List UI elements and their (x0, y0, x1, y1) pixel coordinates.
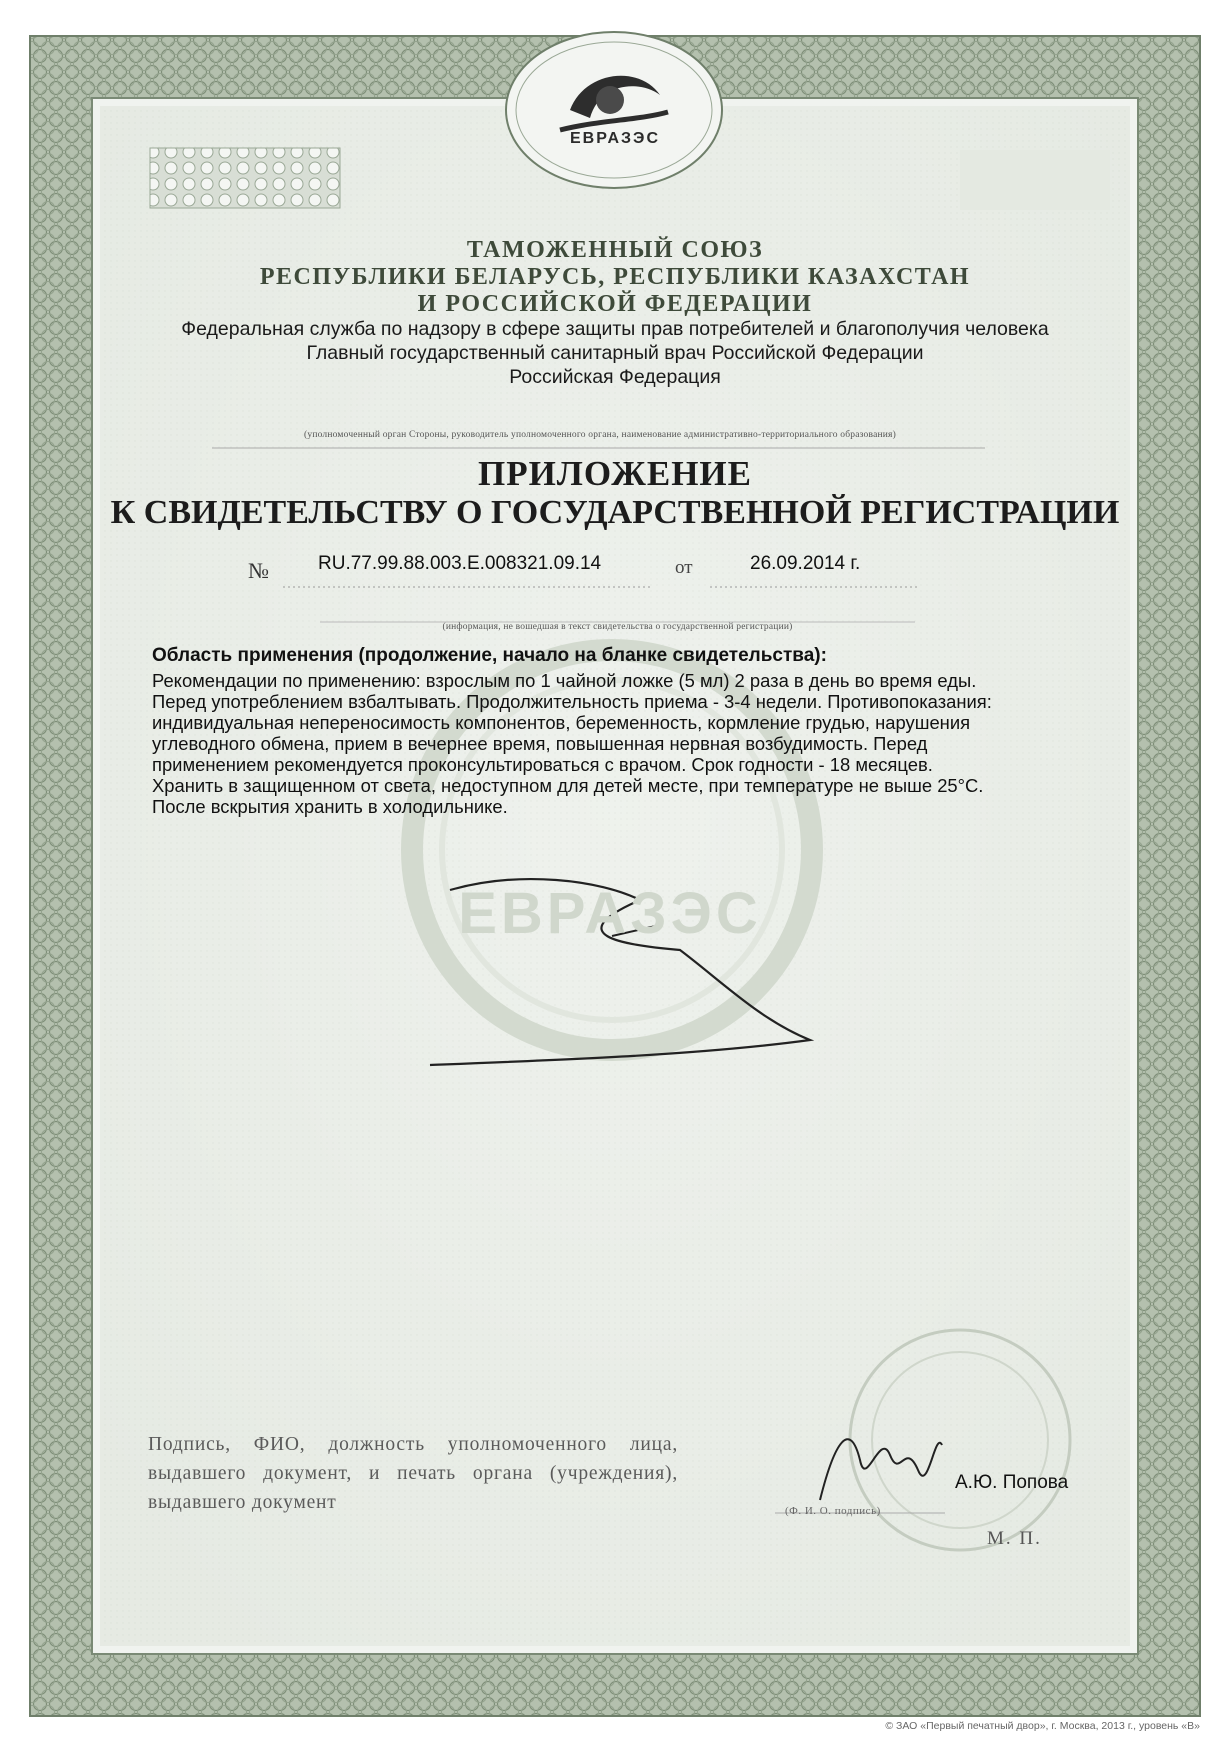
customs-union-title: ТАМОЖЕННЫЙ СОЮЗ (466, 237, 764, 263)
registration-number: RU.77.99.88.003.E.008321.09.14 (318, 553, 602, 574)
body-text (152, 670, 1092, 817)
body-line: индивидуальная непереносимость компонентов, беременность, кормление грудью, нарушения (152, 712, 971, 733)
chief-doctor-line: Главный государственный санитарный врач Российской Федерации (306, 342, 924, 364)
seal-place-label: М. П. (987, 1528, 1042, 1549)
authority-name: Федеральная служба по надзору в сфере защиты прав потребителей и благополучия человека (181, 318, 1049, 340)
body-line: После вскрытия хранить в холодильнике. (152, 796, 508, 817)
eurasec-logo-text: ЕВРАЗЭС (569, 130, 660, 147)
body-line: Хранить в защищенном от света, недоступном для детей месте, при температуре не выше 25°С. (152, 775, 984, 796)
body-heading: Область применения (продолжение, начало на бланке свидетельства): (152, 645, 827, 666)
registration-date: 26.09.2014 г. (750, 553, 861, 574)
registration-caption: (информация, не вошедшая в текст свидетельства о государственной регистрации) (442, 622, 793, 632)
date-label: от (675, 557, 693, 578)
signature-label: Подпись, ФИО, должность уполномоченного лица, выдавшего документ, и печать органа (учреждения), выдавшего документ (148, 1434, 678, 1513)
body-line: углеводного обмена, прием в вечернее время, повышенная нервная возбудимость. Перед (152, 733, 928, 754)
authority-caption: (уполномоченный орган Стороны, руководитель уполномоченного органа, наименование административно-территориального образования) (304, 430, 896, 440)
document-title: ПРИЛОЖЕНИЕ (477, 454, 752, 493)
number-label: № (248, 558, 269, 583)
body-line: применением рекомендуется проконсультироваться с врачом. Срок годности - 18 месяцев. (152, 754, 933, 775)
body-line: Перед употреблением взбалтывать. Продолжительность приема - 3-4 недели. Противопоказания: (152, 691, 992, 712)
russian-federation-line: И РОССИЙСКОЙ ФЕДЕРАЦИИ (417, 291, 813, 317)
country-line: Российская Федерация (509, 366, 721, 388)
signatory-caption: (Ф. И. О. подпись) (785, 1505, 881, 1517)
printer-note: © ЗАО «Первый печатный двор», г. Москва, 2013 г., уровень «В» (885, 1720, 1200, 1732)
eurasec-watermark: ЕВРАЗЭС (458, 881, 762, 946)
republics-line: РЕСПУБЛИКИ БЕЛАРУСЬ, РЕСПУБЛИКИ КАЗАХСТАН (259, 264, 971, 290)
body-line: Рекомендации по применению: взрослым по 1 чайной ложке (5 мл) 2 раза в день во время еды. (152, 670, 977, 691)
document-subtitle: К СВИДЕТЕЛЬСТВУ О ГОСУДАРСТВЕННОЙ РЕГИСТРАЦИИ (110, 494, 1120, 531)
signatory-name: А.Ю. Попова (955, 1472, 1069, 1493)
